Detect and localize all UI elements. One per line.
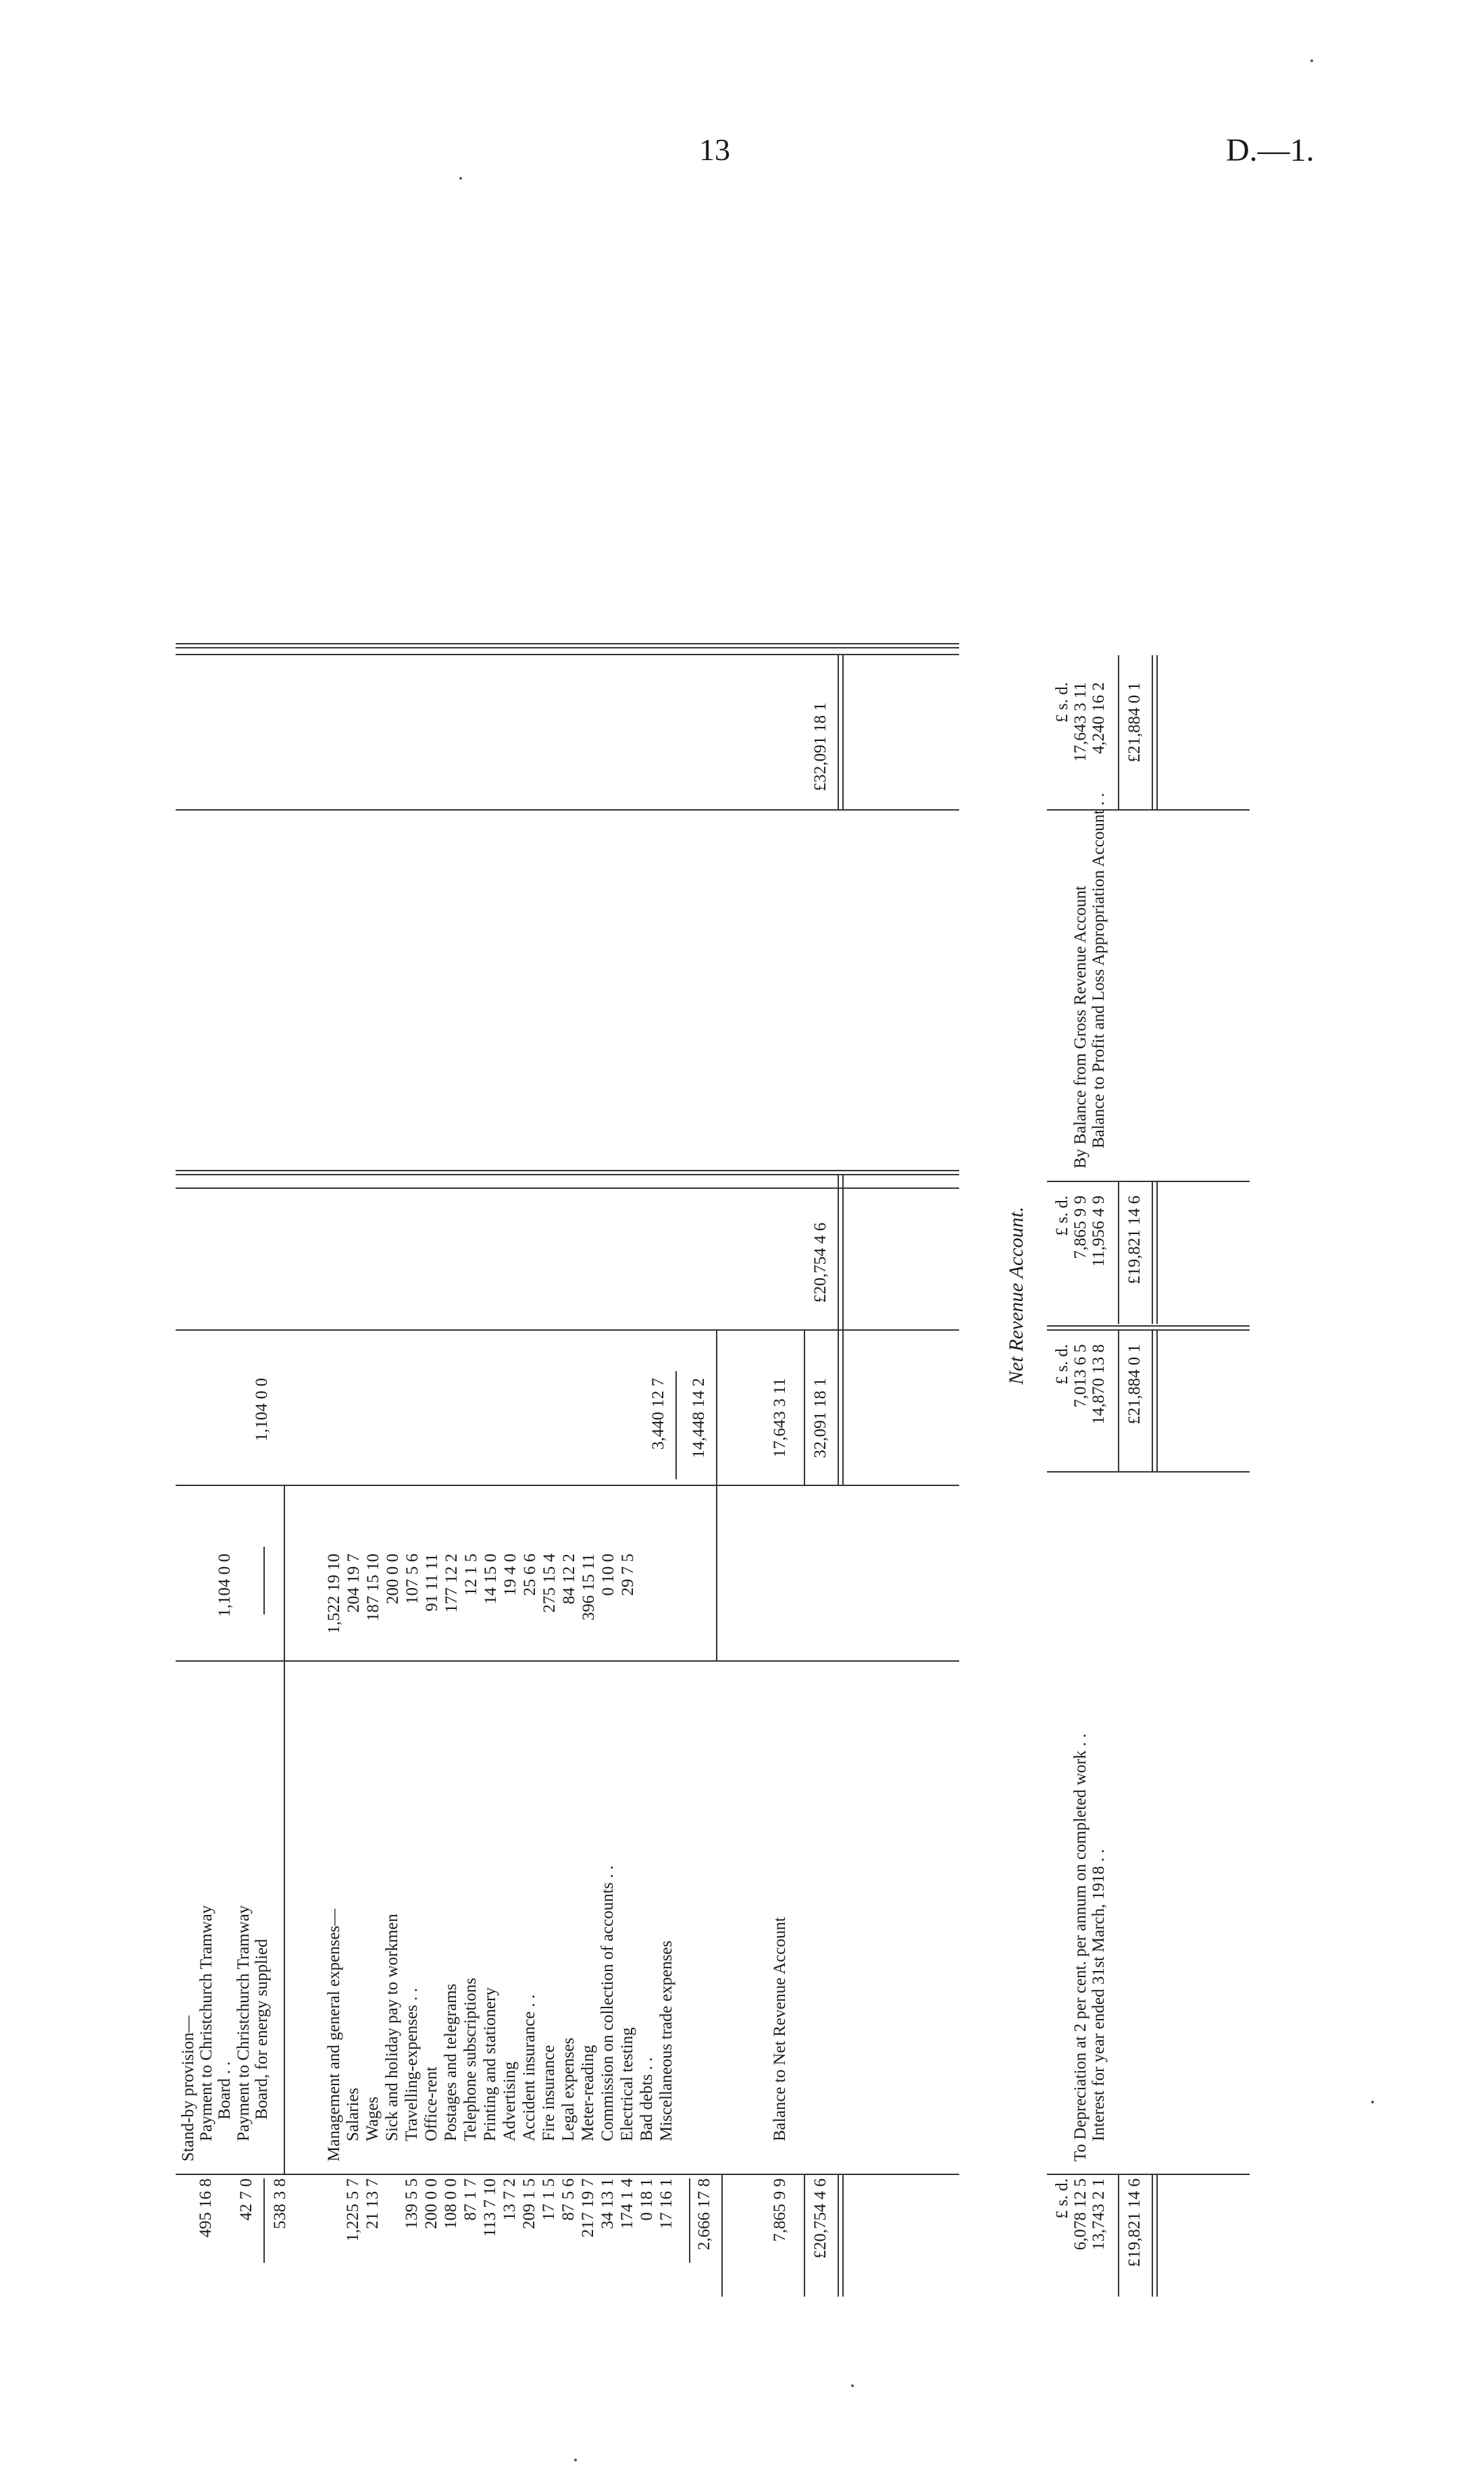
rule [716,1486,717,1662]
document-reference: D.—1. [1226,132,1314,168]
expense-prev: 21 13 7 [363,2178,382,2229]
net-left-label-1: To Depreciation at 2 per cent. per annum on completed work . . [1071,1733,1090,2162]
total-prev: £20,754 4 6 [811,2178,829,2259]
net-right-cur-2: 4,240 16 2 [1090,682,1108,754]
rule [721,2175,723,2297]
expense-label: Wages [363,2096,382,2141]
net-left-label-2: Interest for year ended 31st March, 1918 . . [1090,1849,1108,2141]
expense-label: Printing and stationery [481,1987,499,2141]
expense-label: Office-rent [422,2066,440,2141]
management-heading: Management and general expenses— [325,1908,343,2162]
col-rule [1047,2174,1250,2175]
double-rule [838,1175,844,1331]
expense-cur: 396 15 11 [580,1554,598,1621]
expense-prev: 217 19 7 [579,2178,597,2238]
expense-cur: 25 6 6 [521,1554,539,1596]
expense-cur: 200 0 0 [384,1554,402,1604]
money-header: £ s. d. [1053,2178,1071,2219]
expense-label: Sick and holiday pay to workmen [383,1914,401,2141]
money-header: £ s. d. [1053,1196,1071,1236]
col-rule [176,654,959,655]
expense-cur: 204 19 7 [344,1554,363,1613]
col-rule [176,809,959,811]
col-rule [1047,1181,1250,1182]
net-revenue-title: Net Revenue Account. [1005,1206,1027,1385]
double-rule [838,2175,844,2297]
expense-cur: 0 10 0 [599,1554,617,1596]
expense-label: Legal expenses [559,2037,578,2141]
cur-running-total: 14,448 14 2 [690,1378,708,1458]
standby-line-2a: Payment to Christchurch Tramway [234,1905,253,2141]
net-right-prev-total: £19,821 14 6 [1125,1196,1144,1285]
expense-label: Travelling-expenses . . [403,1988,421,2141]
expense-label: Meter-reading [579,2045,597,2141]
rule [675,1371,677,1479]
standby-line-1b: Board . . [215,2061,234,2120]
double-rule [1152,2175,1158,2297]
expense-label: Miscellaneous trade expenses [657,1940,675,2141]
scan-speck [459,177,462,180]
expense-label: Salaries [344,2087,362,2141]
double-rule [838,655,844,811]
right-total-1: £20,754 4 6 [811,1223,829,1303]
expense-prev: 87 1 7 [461,2178,480,2221]
management-cur-subtotal: 3,440 12 7 [649,1378,667,1450]
rule [284,1486,285,2175]
management-prev-subtotal: 2,666 17 8 [695,2178,713,2251]
money-header: £ s. d. [1053,1344,1071,1385]
net-right-prev-2: 11,956 4 9 [1090,1196,1108,1267]
expense-label: Accident insurance . . [520,1994,538,2141]
expense-label: Electrical testing [618,2027,636,2141]
rule [689,2178,690,2263]
rule [263,2178,265,2263]
total-cur: 32,091 18 1 [811,1378,829,1458]
double-rule [1152,655,1158,811]
expense-label: Bad debts . . [638,2057,656,2141]
expense-prev: 200 0 0 [422,2178,440,2229]
rule [1118,1182,1119,1324]
standby-prev-subtotal: 538 3 8 [271,2178,289,2229]
management-prev-amounts [343,2178,676,2270]
expense-prev: 1,225 5 7 [344,2178,362,2242]
net-left-prev-total: £19,821 14 6 [1125,2178,1144,2268]
management-items [343,1866,676,2141]
scan-speck [1310,59,1313,62]
expense-cur: 12 1 5 [462,1554,480,1596]
expense-prev: 17 16 1 [657,2178,675,2229]
expense-cur: 1,522 19 10 [325,1554,343,1634]
page-number: 13 [699,132,730,167]
money-header: £ s. d. [1053,682,1071,723]
expense-cur: 29 7 5 [619,1554,637,1596]
expense-cur: 19 4 0 [501,1554,519,1596]
rule [1118,655,1119,811]
net-left-prev-1: 6,078 12 5 [1071,2178,1090,2251]
standby-prev-2: 42 7 0 [237,2178,255,2221]
double-rule [1152,1331,1158,1473]
scan-speck [1371,2101,1374,2103]
expense-cur [638,1554,657,1655]
col-rule [1047,1471,1250,1473]
expense-prev: 13 7 2 [501,2178,519,2221]
standby-cur-1: 1,104 0 0 [215,1554,234,1617]
expense-cur: 187 15 10 [364,1554,382,1621]
rule [263,1547,265,1614]
right-total-2: £32,091 18 1 [811,702,829,792]
net-right-cur-1: 17,643 3 11 [1071,682,1090,762]
net-right-label-2: Balance to Profit and Loss Appropriation Account . . [1090,792,1108,1148]
expense-cur: 107 5 6 [403,1554,421,1604]
net-left-cur-1: 7,013 6 5 [1071,1344,1090,1408]
expense-prev [382,2178,402,2270]
expense-label: Fire insurance [540,2045,558,2141]
scan-speck [851,2384,854,2387]
net-left-prev-2: 13,743 2 1 [1090,2178,1108,2251]
expense-cur: 14 15 0 [482,1554,500,1604]
management-cur-amounts [324,1554,657,1655]
net-right-label-1: By Balance from Gross Revenue Account [1071,886,1090,1169]
standby-prev-1: 495 16 8 [197,2178,215,2238]
expense-prev: 139 5 5 [403,2178,421,2229]
standby-line-1a: Payment to Christchurch Tramway [197,1905,215,2141]
net-left-cur-total: £21,884 0 1 [1125,1344,1144,1425]
expense-cur: 91 11 11 [423,1554,441,1612]
expense-prev: 17 1 5 [540,2178,558,2221]
expense-cur: 275 15 4 [540,1554,559,1613]
expense-label: Commission on collection of accounts . . [598,1865,617,2141]
net-right-cur-total: £21,884 0 1 [1125,682,1144,763]
double-rule [1152,1182,1158,1324]
expense-label: Telephone subscriptions [461,1978,480,2141]
col-rule [1047,809,1250,811]
col-rule-double [176,643,959,648]
expense-prev: 174 1 4 [618,2178,636,2229]
double-rule [838,1331,844,1486]
balance-label: Balance to Net Revenue Account [771,1917,789,2141]
expense-prev: 34 13 1 [598,2178,617,2229]
standby-line-2b: Board, for energy supplied [253,1939,271,2120]
rotated-accounts-page [176,135,1459,2297]
standby-cur-total: 1,104 0 0 [253,1378,271,1441]
rule [804,2175,805,2297]
expense-prev: 0 18 1 [638,2178,656,2221]
rule [804,1331,805,1486]
expense-prev: 209 1 5 [520,2178,538,2229]
expense-label: Postages and telegrams [442,1983,460,2141]
rule [1118,1331,1119,1473]
expense-cur: 177 12 2 [442,1554,461,1613]
balance-prev: 7,865 9 9 [771,2178,789,2242]
expense-cur: 84 12 2 [560,1554,578,1604]
standby-heading: Stand-by provision— [179,2016,197,2162]
expense-prev: 87 5 6 [559,2178,578,2221]
col-rule [176,1660,959,1662]
balance-cur: 17,643 3 11 [771,1378,789,1458]
expense-label: Advertising [501,2061,519,2141]
rule [1118,2175,1119,2297]
col-rule-double [176,1170,959,1175]
net-left-cur-2: 14,870 13 8 [1090,1344,1108,1425]
expense-prev: 113 7 10 [481,2178,499,2237]
net-right-prev-1: 7,865 9 9 [1071,1196,1090,1259]
expense-prev: 108 0 0 [442,2178,460,2229]
rule [716,1331,717,1486]
col-rule-double [1047,1325,1250,1331]
scan-speck [574,2459,577,2461]
